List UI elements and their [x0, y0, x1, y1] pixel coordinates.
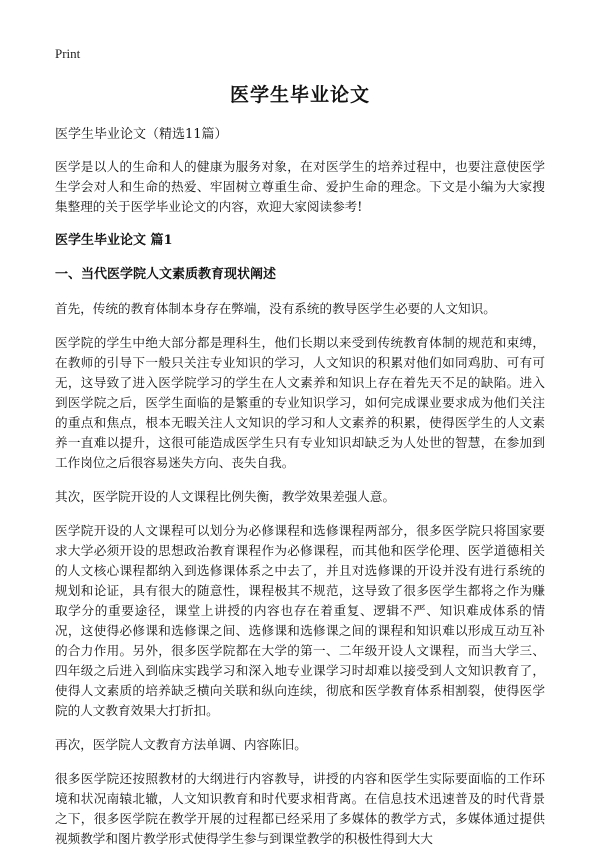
body-paragraph: 再次，医学院人文教育方法单调、内容陈旧。: [55, 737, 307, 752]
page-title: 医学生毕业论文: [229, 84, 370, 106]
article-body: [55, 80, 545, 863]
subsection-heading: 一、当代医学院人文素质教育现状阐述: [55, 267, 277, 282]
body-paragraph: 首先，传统的教育体制本身存在弊端，没有系统的教导医学生必要的人文知识。: [55, 301, 496, 316]
body-paragraph: 很多医学院还按照教材的大纲进行内容教导，讲授的内容和医学生实际要面临的工作环境和状况南辕北辙，人文知识教育和时代要求相背离。在信息技术迅速普及的时代背景之下，很多医学院在教学开展的过程都已经采用了多媒体的教学方式，多媒体通过提供视频教学和图片教学形式使得学生参与到课堂教学的积极性得到大大: [55, 771, 545, 846]
body-paragraph: 医学院的学生中绝大部分都是理科生，他们长期以来受到传统教育体制的规范和束缚，在教师的引导下一般只关注专业知识的学习，人文知识的积累对他们如同鸡肋、可有可无，这导致了进入医学院学习的学生在人文素养和知识上存在着先天不足的缺陷。进入到医学院之后，医学生面临的是繁重的专业知识学习，如何完成课业要求成为他们关注的重点和焦点，根本无暇关注人文知识的学习和人文素养的积累，使得医学生的人文素养一直难以提升，这很可能造成医学生只有专业知识却缺乏为人处世的智慧，在参加到工作岗位之后很容易迷失方向、丧失自我。: [55, 335, 545, 470]
intro-paragraph: 医学是以人的生命和人的健康为服务对象，在对医学生的培养过程中，也要注意使医学生学会对人和生命的热爱、牢固树立尊重生命、爱护生命的理念。下文是小编为大家搜集整理的关于医学毕业论文的内容，欢迎大家阅读参考!: [55, 159, 545, 214]
print-link[interactable]: Print: [55, 46, 81, 61]
section-heading: 医学生毕业论文 篇1: [55, 233, 173, 248]
article-subtitle: 医学生毕业论文（精选11篇）: [55, 127, 228, 142]
body-paragraph: 其次，医学院开设的人文课程比例失衡，教学效果差强人意。: [55, 489, 396, 504]
body-paragraph: 医学院开设的人文课程可以划分为必修课程和选修课程两部分，很多医学院只将国家要求大学必须开设的思想政治教育课程作为必修课程，而其他和医学伦理、医学道德相关的人文核心课程都纳入到选修课体系之中去了，并且对选修课的开设并没有进行系统的规划和论证，具有很大的随意性，课程极其不规范，这导致了很多医学生都将之作为赚取学分的重要途径，课堂上讲授的内容也存在着重复、逻辑不严、知识难成体系的情况，这使得必修课和选修课之间、选修课和选修课之间的课程和知识难以形成互动互补的合力作用。另外，很多医学院都在大学的第一、二年级开设人文课程，而当大学三、四年级之后进入到临床实践学习和深入地专业课学习时却难以接受到人文知识教育了，使得人文素质的培养缺乏横向关联和纵向连续，彻底和医学教育体系相割裂，使得医学院的人文教育效果大打折扣。: [55, 523, 545, 718]
